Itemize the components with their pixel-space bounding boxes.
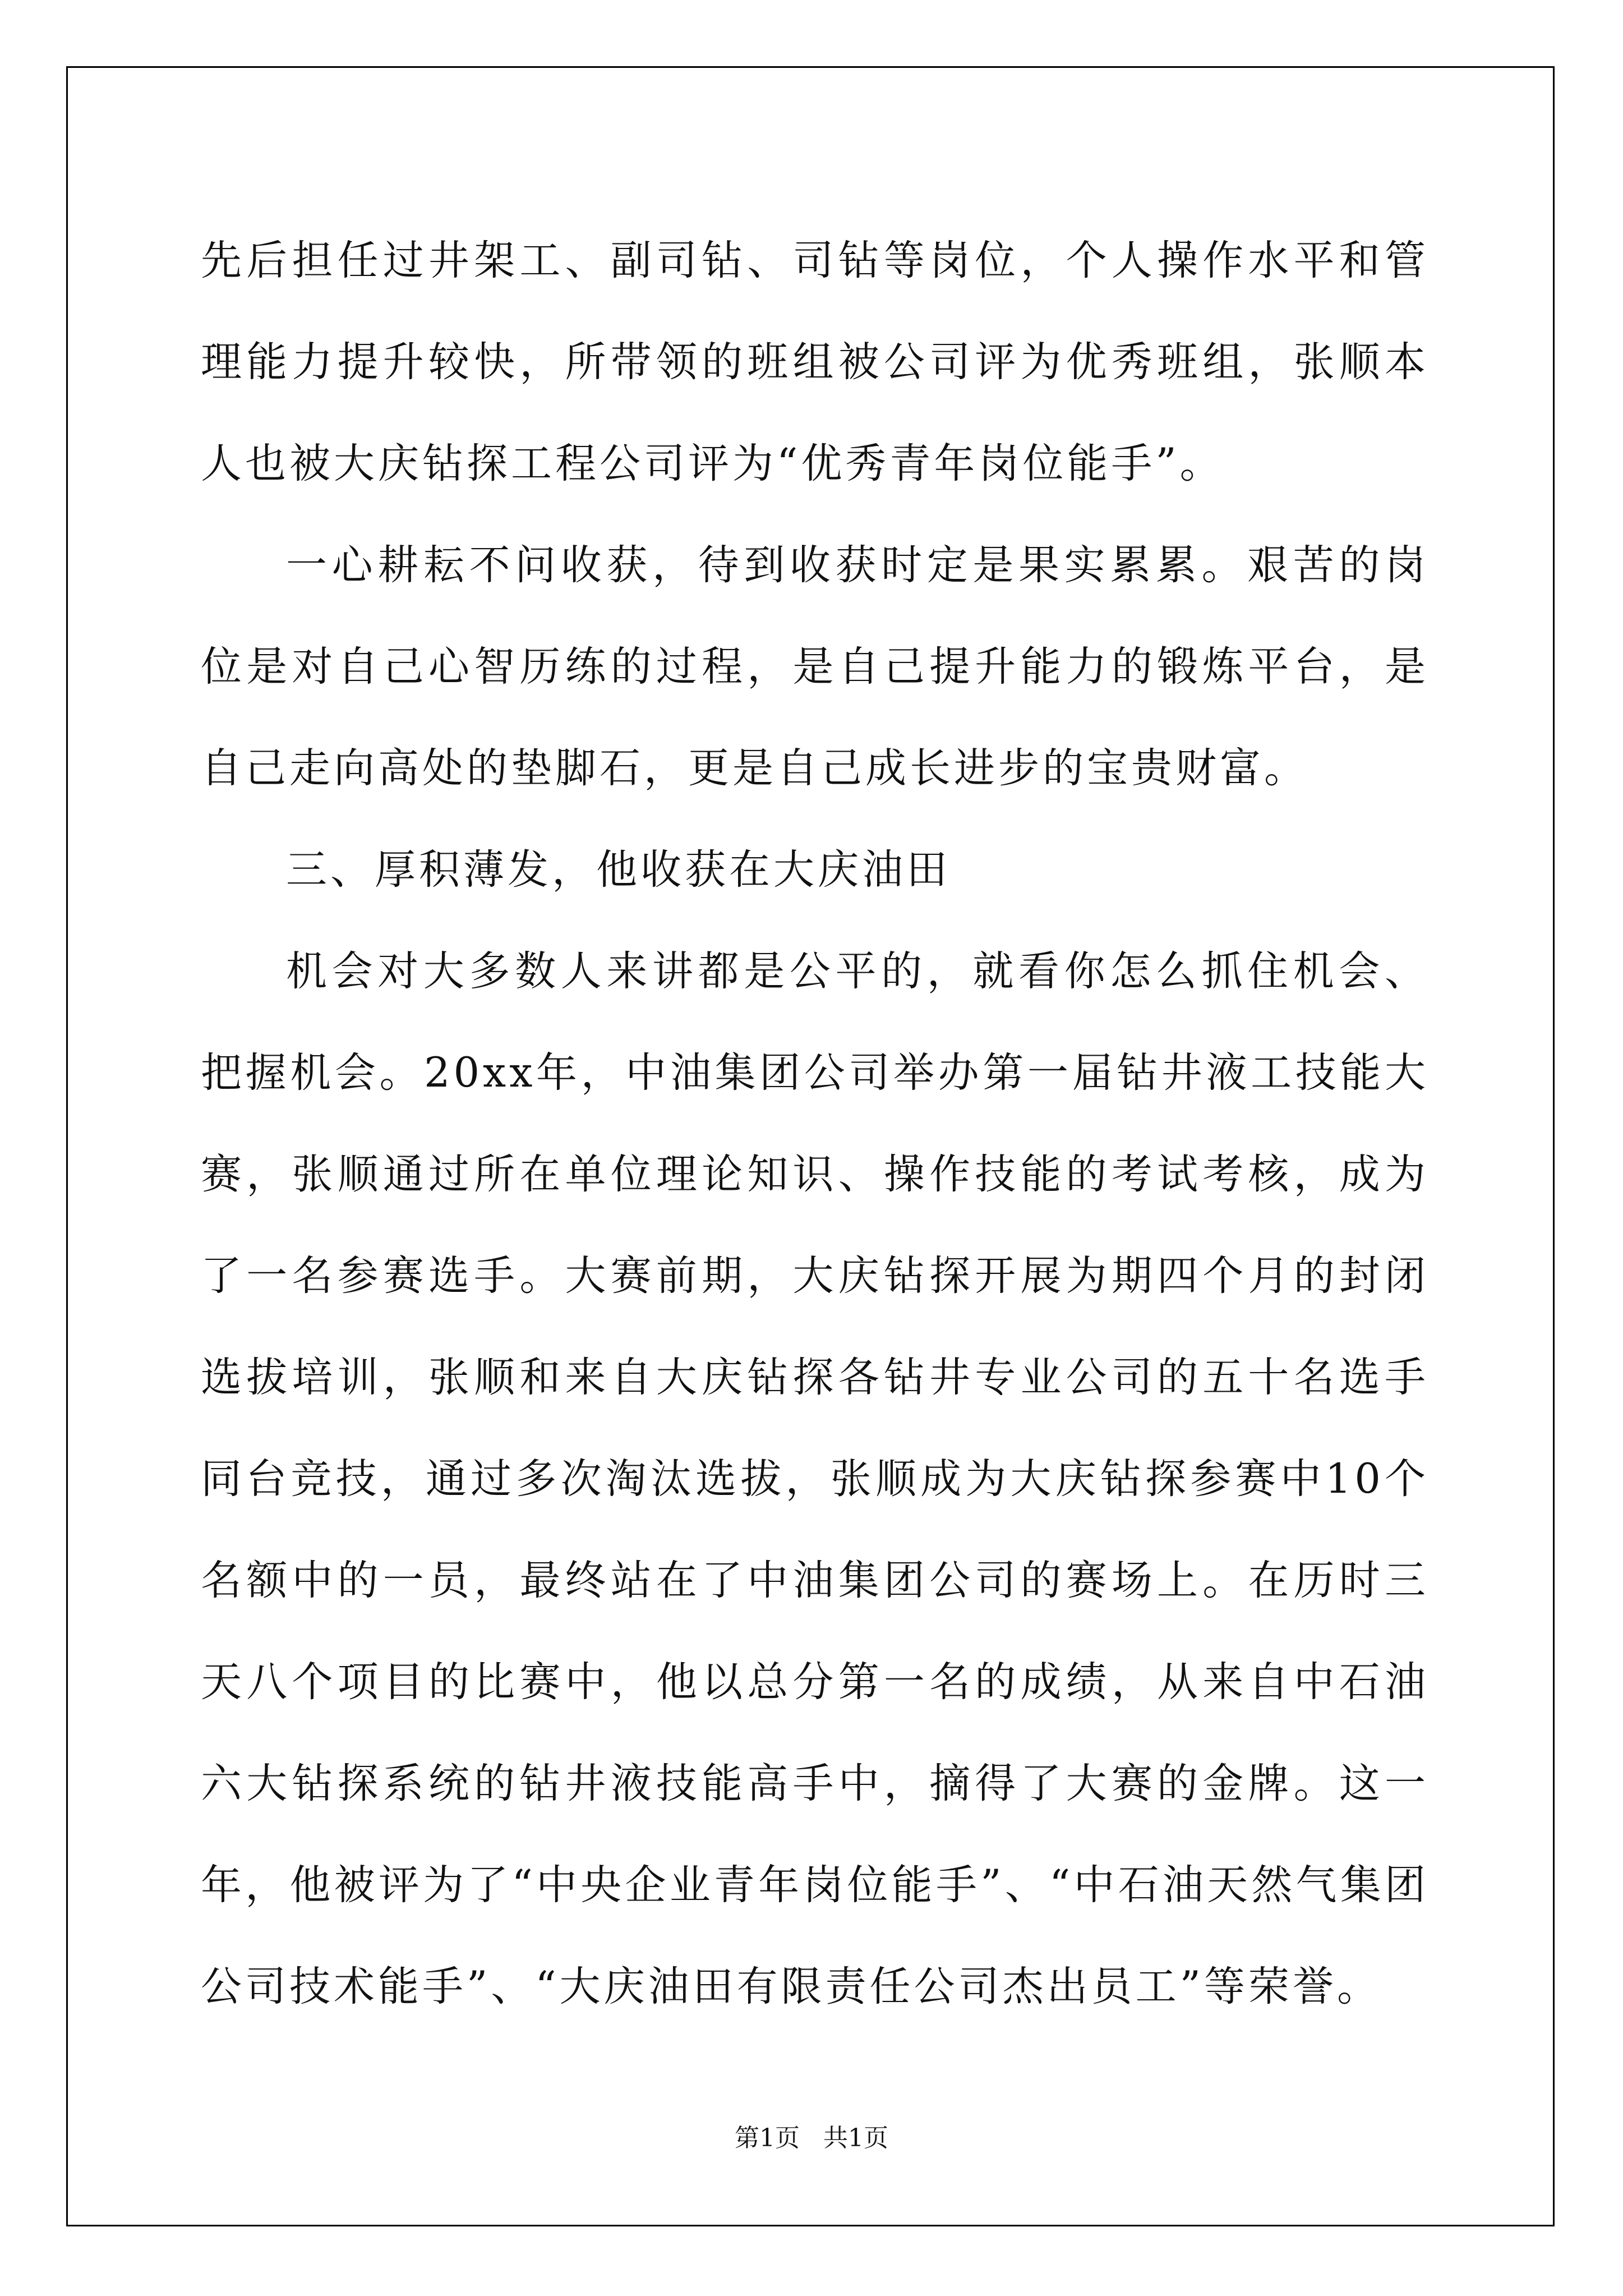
paragraph-reflection: 一心耕耘不问收获，待到收获时定是果实累累。艰苦的岗位是对自己心智历练的过程，是自己提升能力的锻炼平台，是自己走向高处的垫脚石，更是自己成长进步的宝贵财富。: [201, 541, 1429, 792]
section-heading: 三、厚积薄发，他收获在大庆油田: [286, 846, 951, 894]
page-number-footer: 第1页 共1页: [735, 2124, 888, 2152]
document-body: [201, 210, 1429, 2037]
paragraph-competition: 机会对大多数人来讲都是公平的，就看你怎么抓住机会、把握机会。20xx年，中油集团公司举办第一届钻井液工技能大赛，张顺通过所在单位理论知识、操作技能的考试考核，成为了一名参赛选手。大赛前期，大庆钻探开展为期四个月的封闭选拔培训，张顺和来自大庆钻探各钻井专业公司的五十名选手同台竞技，通过多次淘汰选拔，张顺成为大庆钻探参赛中10个名额中的一员，最终站在了中油集团公司的赛场上。在历时三天八个项目的比赛中，他以总分第一名的成绩，从来自中石油六大钻探系统的钻井液技能高手中，摘得了大赛的金牌。这一年，他被评为了“中央企业青年岗位能手”、“中石油天然气集团公司技术能手”、“大庆油田有限责任公司杰出员工”等荣誉。: [201, 947, 1429, 2010]
paragraph-career: 先后担任过井架工、副司钻、司钻等岗位，个人操作水平和管理能力提升较快，所带领的班组被公司评为优秀班组，张顺本人也被大庆钻探工程公司评为“优秀青年岗位能手”。: [201, 237, 1429, 487]
